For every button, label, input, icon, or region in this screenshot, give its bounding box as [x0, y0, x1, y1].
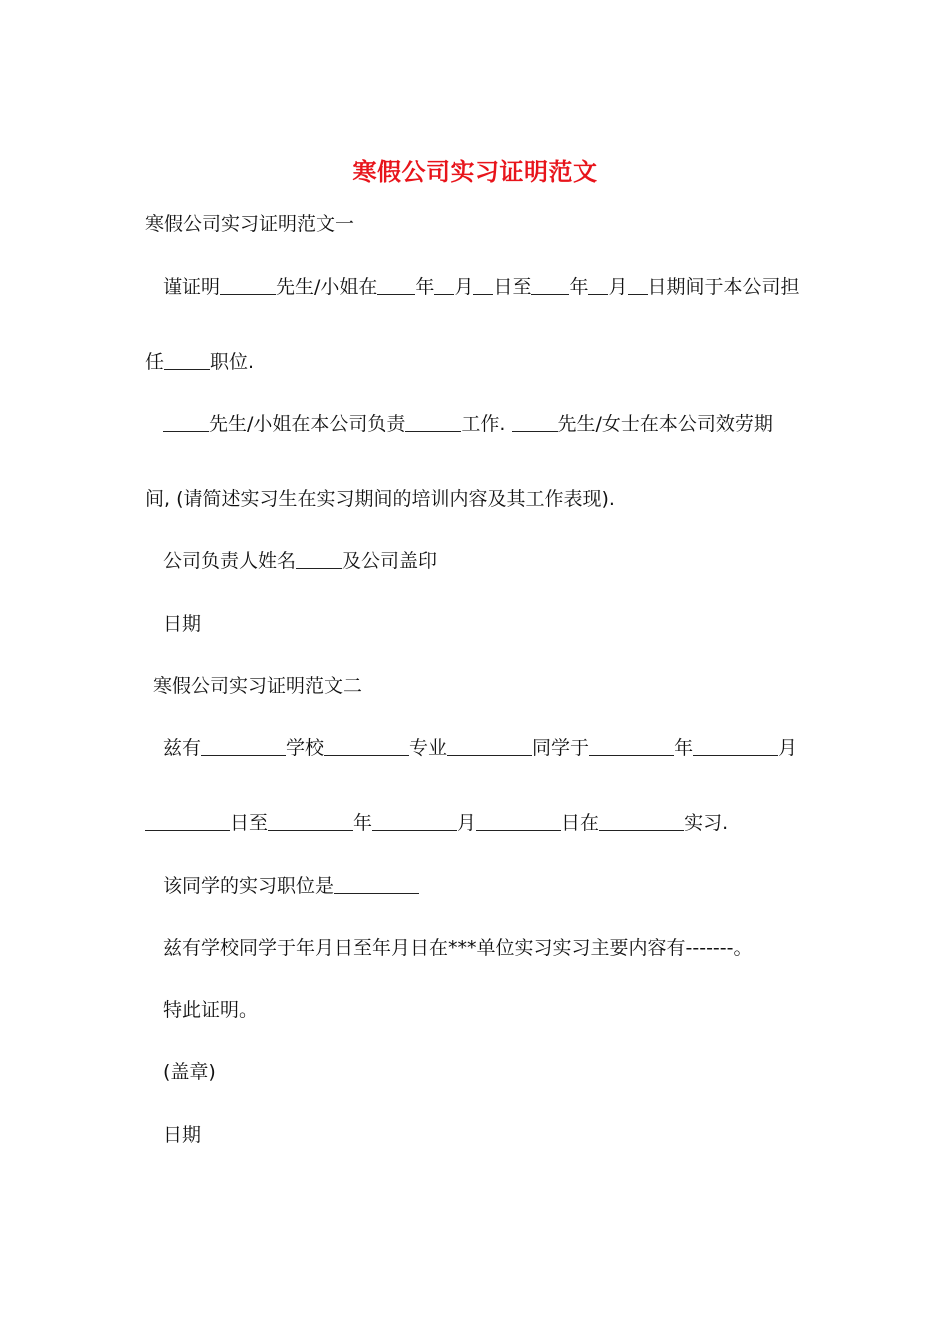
- summary-line: 兹有学校同学于年月日至年月日在***单位实习实习主要内容有-------。: [163, 937, 753, 959]
- blank-field: [220, 274, 276, 295]
- blank-field: [531, 274, 569, 295]
- blank-field: [599, 810, 684, 831]
- blank-field: [296, 548, 342, 569]
- blank-field: [145, 810, 230, 831]
- blank-field: [476, 810, 561, 831]
- paragraph: 兹有 学校 专业 同学于 年 月: [163, 737, 798, 759]
- date-label: 日期: [163, 1124, 202, 1146]
- blank-field: [405, 411, 461, 432]
- blank-field: [164, 349, 210, 370]
- blank-field: [268, 810, 353, 831]
- signer-line: 公司负责人姓名 及公司盖印: [163, 550, 438, 572]
- blank-field: [324, 735, 409, 756]
- section-heading: 寒假公司实习证明范文一: [145, 213, 355, 235]
- paragraph-continuation: 任 职位.: [145, 351, 255, 373]
- closing-line: 特此证明。: [163, 999, 259, 1021]
- blank-field: [201, 735, 286, 756]
- paragraph: 谨证明 先生/小姐在 年 月 日至 年 月 日期间于本公司担: [163, 276, 800, 298]
- paragraph-continuation: 日至 年 月 日在 实习.: [145, 809, 728, 837]
- blank-field: [473, 274, 493, 295]
- date-label: 日期: [163, 613, 202, 635]
- blank-field: [512, 411, 558, 432]
- blank-field: [693, 735, 778, 756]
- blank-field: [628, 274, 648, 295]
- blank-field: [589, 735, 674, 756]
- blank-field: [372, 810, 457, 831]
- blank-field: [377, 274, 415, 295]
- paragraph-continuation: 间, (请简述实习生在实习期间的培训内容及其工作表现).: [145, 488, 615, 510]
- position-line: 该同学的实习职位是: [163, 872, 419, 900]
- section-heading: 寒假公司实习证明范文二: [153, 675, 363, 697]
- document-title: 寒假公司实习证明范文: [352, 157, 598, 186]
- blank-field: [163, 411, 209, 432]
- blank-field: [447, 735, 532, 756]
- blank-field: [434, 274, 454, 295]
- blank-field: [334, 873, 419, 894]
- paragraph: 先生/小姐在本公司负责 工作. 先生/女士在本公司效劳期: [163, 410, 773, 438]
- blank-field: [588, 274, 608, 295]
- seal-label: (盖章): [163, 1061, 216, 1083]
